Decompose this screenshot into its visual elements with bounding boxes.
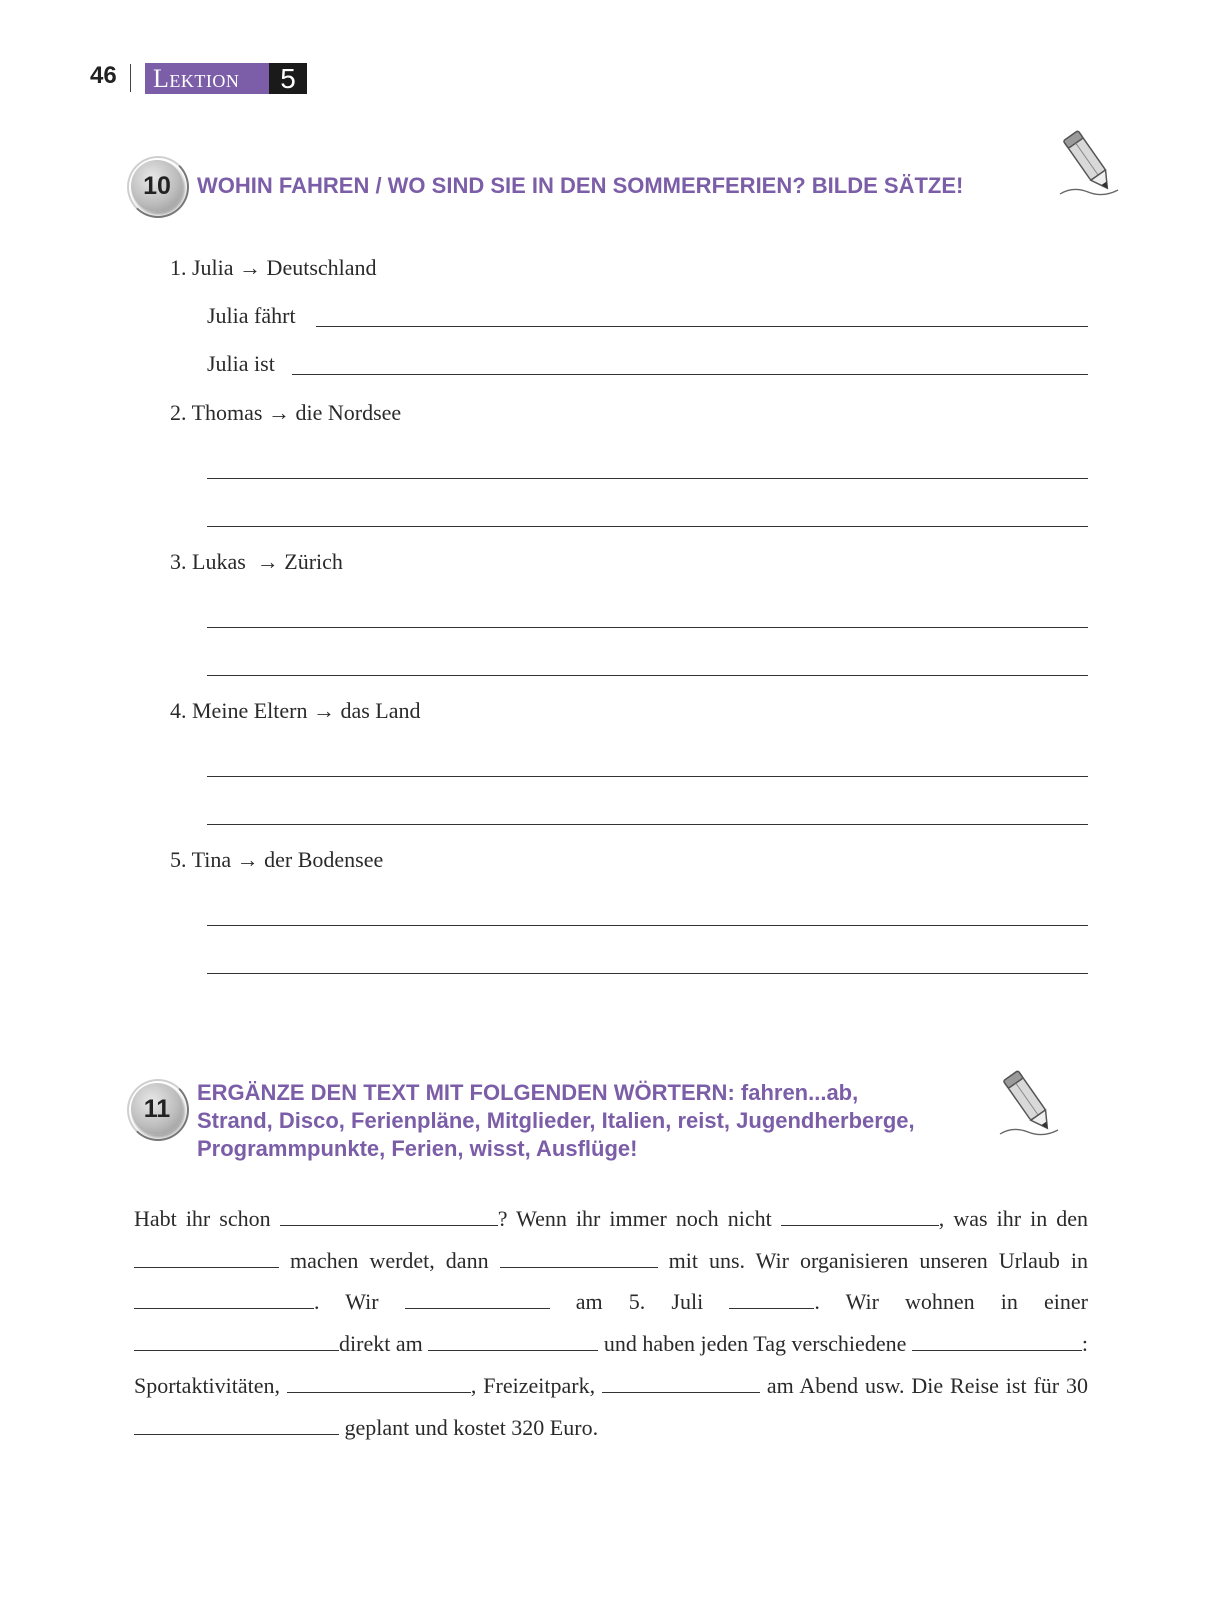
answer-line[interactable] <box>207 824 1088 825</box>
item-1-line-1-label: Julia fährt <box>207 303 296 328</box>
exercise-11-title-line-2: Strand, Disco, Ferienpläne, Mitglieder, Italien, reist, Jugendherberge, <box>197 1108 915 1133</box>
text-segment: machen werdet, dann <box>290 1247 489 1273</box>
text-segment: . Wir <box>314 1289 379 1315</box>
exercise-10-item-5: 5. Tina → der Bodensee <box>170 847 384 872</box>
text-segment: mit uns. Wir organisieren <box>668 1247 909 1273</box>
fill-in-text <box>134 1198 1088 1448</box>
text-segment: am 5. Juli <box>575 1289 704 1315</box>
answer-line[interactable] <box>207 526 1088 527</box>
blank[interactable] <box>500 1249 658 1268</box>
text-segment: in einer <box>1000 1289 1088 1315</box>
answer-line[interactable] <box>207 776 1088 777</box>
blank[interactable] <box>134 1290 314 1309</box>
answer-line[interactable] <box>207 627 1088 628</box>
blank[interactable] <box>134 1332 339 1351</box>
blank[interactable] <box>280 1207 498 1226</box>
answer-line[interactable] <box>292 374 1088 375</box>
text-segment: ihr in den <box>996 1206 1089 1231</box>
exercise-11-title-line-1: ERGÄNZE DEN TEXT MIT FOLGENDEN WÖRTERN: fahren...ab, <box>197 1080 859 1105</box>
header-divider <box>130 64 131 92</box>
text-segment: geplant und kostet 320 Euro. <box>344 1414 599 1440</box>
text-segment: unseren Urlaub in <box>919 1247 1088 1273</box>
answer-line[interactable] <box>207 675 1088 676</box>
exercise-10-badge <box>131 160 183 212</box>
text-segment: : Sportaktivitäten, <box>134 1331 1089 1398</box>
answer-line[interactable] <box>316 326 1088 327</box>
exercise-10-item-2: 2. Thomas → die Nordsee <box>170 400 402 425</box>
text-segment: und haben jeden Tag verschiedene <box>603 1331 907 1357</box>
blank[interactable] <box>405 1290 550 1309</box>
text-segment: , was <box>938 1206 988 1231</box>
text-segment: direkt am <box>339 1331 423 1357</box>
pencil-icon <box>1058 124 1120 200</box>
blank[interactable] <box>602 1374 760 1393</box>
text-segment: Habt ihr schon <box>134 1206 271 1231</box>
blank[interactable] <box>428 1332 598 1351</box>
lesson-word: Lektion <box>153 64 240 93</box>
exercise-11-title-line-3: Programmpunkte, Ferien, wisst, Ausflüge! <box>197 1136 638 1161</box>
text-segment: am Abend <box>766 1372 859 1398</box>
exercise-10-title: WOHIN FAHREN / WO SIND SIE IN DEN SOMMERFERIEN? BILDE SÄTZE! <box>197 173 964 198</box>
answer-line[interactable] <box>207 925 1088 926</box>
blank[interactable] <box>729 1290 814 1309</box>
blank[interactable] <box>912 1332 1082 1351</box>
blank[interactable] <box>781 1207 939 1226</box>
exercise-11-number: 11 <box>143 1095 171 1123</box>
text-segment: usw. Die Reise ist für 30 <box>864 1372 1088 1398</box>
exercise-10-item-3: 3. Lukas → Zürich <box>170 549 343 574</box>
answer-line[interactable] <box>207 973 1088 974</box>
text-segment: , Freizeitpark, <box>470 1372 596 1398</box>
item-1-line-2-label: Julia ist <box>207 351 275 376</box>
blank[interactable] <box>287 1374 471 1393</box>
blank[interactable] <box>134 1249 279 1268</box>
answer-line[interactable] <box>207 478 1088 479</box>
exercise-10-number: 10 <box>143 172 171 200</box>
exercise-11-title <box>197 1079 915 1163</box>
lesson-number: 5 <box>269 63 307 94</box>
pencil-icon <box>998 1064 1060 1140</box>
blank[interactable] <box>134 1416 339 1435</box>
exercise-10-item-4: 4. Meine Eltern → das Land <box>170 698 421 723</box>
exercise-11-badge <box>131 1083 183 1135</box>
text-segment: . Wir wohnen <box>814 1289 975 1315</box>
exercise-10-item-1: 1. Julia → Deutschland <box>170 255 377 280</box>
lesson-label <box>145 63 269 94</box>
text-segment: ? Wenn ihr immer noch nicht <box>497 1206 772 1231</box>
page-number: 46 <box>90 62 117 89</box>
